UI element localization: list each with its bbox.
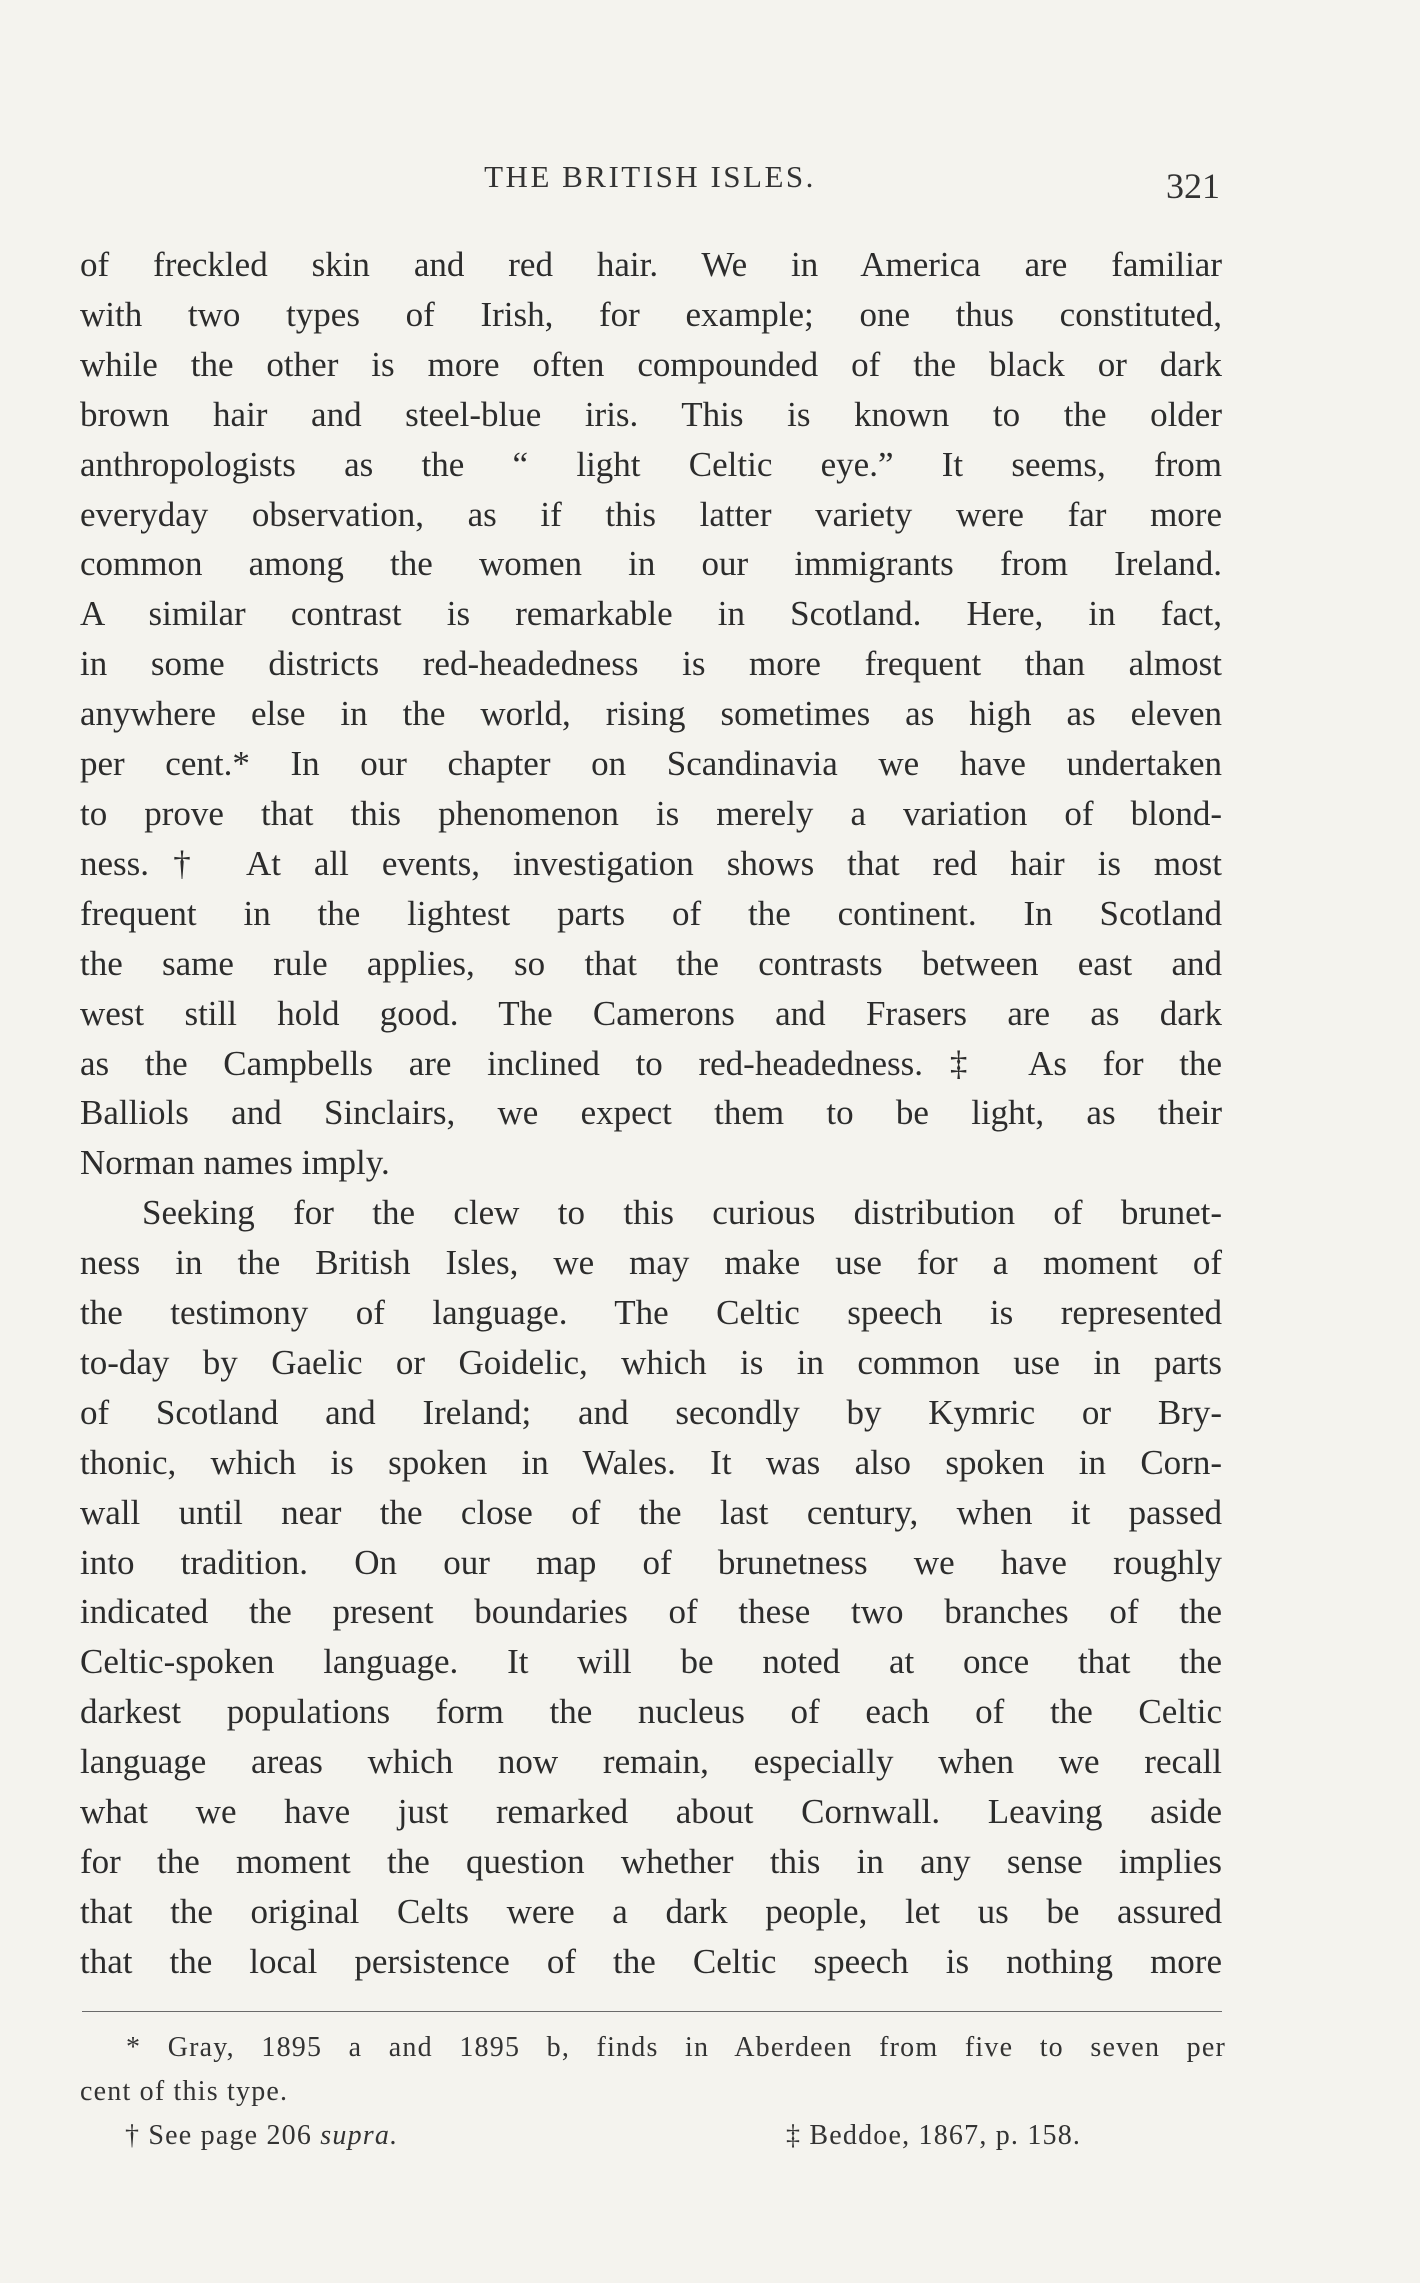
footnote-2-text: † See page 206 [125,2120,321,2151]
text-line: for the moment the question whether this in any sense implies [80,1842,1222,1881]
text-line: of Scotland and Ireland; and secondly by Kymric or Bry- [80,1392,1222,1432]
text-line: Balliols and Sinclairs, we expect them to be light, as their [80,1093,1222,1133]
text-line: anthropologists as the “ light Celtic eye.” It seems, from [80,444,1222,484]
text-line: to-day by Gaelic or Goidelic, which is in common use in parts [80,1342,1222,1382]
text-line: wall until near the close of the last century, when it passed [80,1492,1222,1532]
paragraph [80,1188,1222,1987]
text-line: thonic, which is spoken in Wales. It was also spoken in Corn- [80,1442,1222,1482]
text-line: with two types of Irish, for example; one thus constituted, [80,294,1222,334]
text-line: in some districts red-headedness is more frequent than almost [80,644,1222,684]
footnotes [80,2026,1226,2158]
text-line: ness.† At all events, investigation shows that red hair is most [80,843,1222,883]
text-line: Seeking for the clew to this curious distribution of brunet- [142,1193,1222,1233]
footnote-1-line-1: * Gray, 1895 a and 1895 b, finds in Aberdeen from five to seven per [126,2032,1226,2063]
text-line: what we have just remarked about Cornwall. Leaving aside [80,1792,1222,1832]
text-line: into tradition. On our map of brunetness we have roughly [80,1542,1222,1582]
footnote-2-italic: supra. [320,2120,399,2151]
text-line: frequent in the lightest parts of the continent. In Scotland [80,893,1222,933]
text-line: common among the women in our immigrants from Ireland. [80,544,1222,584]
text-line: of freckled skin and red hair. We in America are familiar [80,245,1222,284]
text-line: A similar contrast is remarkable in Scotland. Here, in fact, [80,594,1222,634]
text-line: the testimony of language. The Celtic speech is represented [80,1293,1222,1333]
text-line: that the original Celts were a dark people, let us be assured [80,1891,1222,1931]
text-line: Celtic-spoken language. It will be noted at once that the [80,1642,1222,1682]
text-line: to prove that this phenomenon is merely a variation of blond- [80,793,1222,833]
text-line: that the local persistence of the Celtic speech is nothing more [80,1941,1222,1981]
footnote-1-line-2: cent of this type. [80,2076,289,2107]
body-text [80,240,1222,1987]
text-line: language areas which now remain, especially when we recall [80,1742,1222,1782]
footnote-2 [125,2114,398,2158]
footnote-divider [82,2011,1222,2012]
text-line: anywhere else in the world, rising sometimes as high as eleven [80,694,1222,734]
footnote-3: ‡ Beddoe, 1867, p. 158. [786,2120,1082,2151]
text-line: everyday observation, as if this latter variety were far more [80,494,1222,534]
running-header [80,155,1220,205]
page-number: 321 [1166,166,1220,206]
text-line: west still hold good. The Camerons and Frasers are as dark [80,993,1222,1033]
text-line: ness in the British Isles, we may make use for a moment of [80,1243,1222,1283]
text-line: indicated the present boundaries of these two branches of the [80,1592,1222,1632]
text-line: Norman names imply. [80,1143,390,1183]
text-line: darkest populations form the nucleus of each of the Celtic [80,1692,1222,1732]
text-line: while the other is more often compounded of the black or dark [80,344,1222,384]
paragraph [80,240,1222,1188]
text-line: the same rule applies, so that the contrasts between east and [80,943,1222,983]
text-line: brown hair and steel-blue iris. This is known to the older [80,394,1222,434]
footnote-row [80,2114,1226,2158]
text-line: per cent.* In our chapter on Scandinavia we have undertaken [80,744,1222,784]
text-line: as the Campbells are inclined to red-headedness.‡ As for the [80,1043,1222,1083]
running-title: THE BRITISH ISLES. [484,159,816,194]
